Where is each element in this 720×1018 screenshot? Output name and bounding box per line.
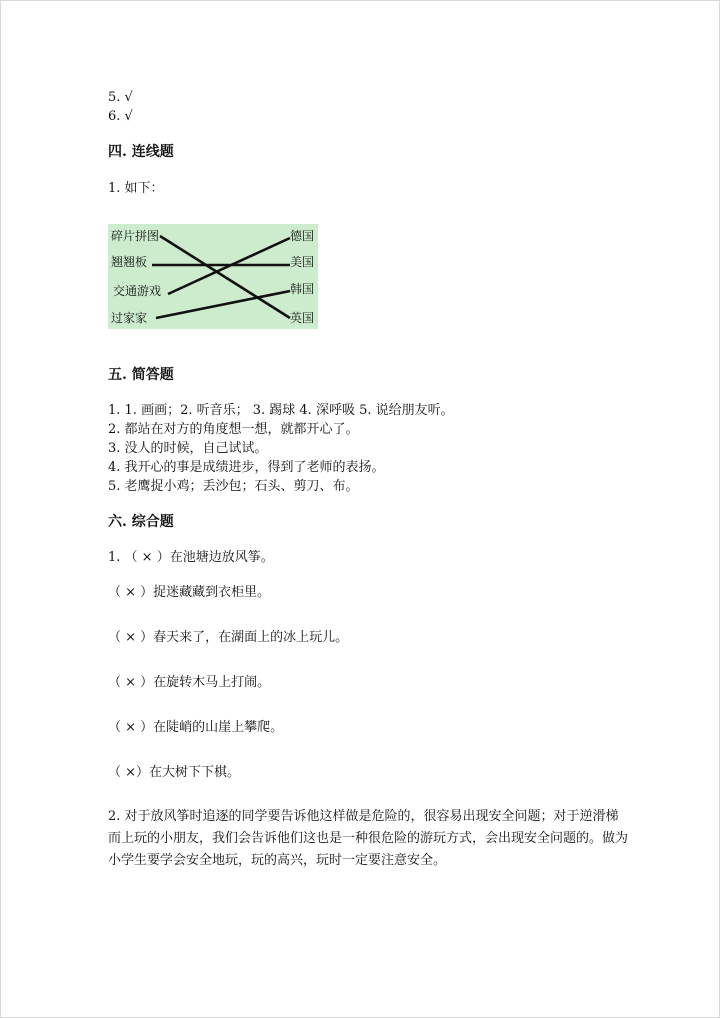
section6-item-1: 1. （ × ）在池塘边放风筝。	[108, 550, 274, 565]
right-item-korea: 韩国	[290, 282, 315, 296]
answer-line-6: 6. √	[108, 109, 133, 124]
answer-line-5: 5. √	[108, 90, 133, 105]
section6-item-5: （ × ）在陡峭的山崖上攀爬。	[108, 720, 284, 735]
section5-line-5: 5. 老鹰捉小鸡；丢沙包；石头、剪刀、布。	[108, 479, 359, 494]
section4-title: 四. 连线题	[108, 144, 174, 160]
section4-item1: 1. 如下：	[108, 181, 164, 196]
section5-line-4: 4. 我开心的事是成绩进步，得到了老师的表扬。	[108, 460, 385, 475]
section5-line-3: 3. 没人的时候，自己试试。	[108, 441, 268, 456]
section5-title: 五. 简答题	[108, 367, 174, 383]
section6-item-4: （ × ）在旋转木马上打闹。	[108, 675, 271, 690]
left-item-traffic-game: 交通游戏	[113, 284, 162, 298]
left-item-puzzle: 碎片拼图	[111, 229, 160, 243]
section5-line-1: 1. 1. 画画；2. 听音乐； 3. 踢球 4. 深呼吸 5. 说给朋友听。	[108, 403, 454, 418]
section6-title: 六. 综合题	[108, 514, 174, 530]
section6-item-6: （ ×）在大树下下棋。	[108, 765, 241, 780]
matching-figure	[108, 224, 318, 329]
section5-line-2: 2. 都站在对方的角度想一想，就都开心了。	[108, 422, 359, 437]
right-item-usa: 美国	[290, 255, 315, 269]
section6-item-2: （ × ）捉迷藏藏到衣柜里。	[108, 585, 271, 600]
right-item-england: 英国	[290, 311, 315, 325]
left-item-seesaw: 翘翘板	[111, 255, 148, 269]
section6-answer-2: 2. 对于放风筝时追逐的同学要告诉他这样做是危险的，很容易出现安全问题；对于逆滑梯而上玩的小朋友，我们会告诉他们这也是一种很危险的游玩方式，会出现安全问题的。做为小学生要学会安全地玩，玩的高兴，玩时一定要注意安全。	[108, 809, 629, 868]
left-item-playhouse: 过家家	[111, 311, 148, 325]
right-item-germany: 德国	[290, 229, 315, 243]
section6-item-3: （ × ）春天来了，在湖面上的冰上玩儿。	[108, 630, 349, 645]
